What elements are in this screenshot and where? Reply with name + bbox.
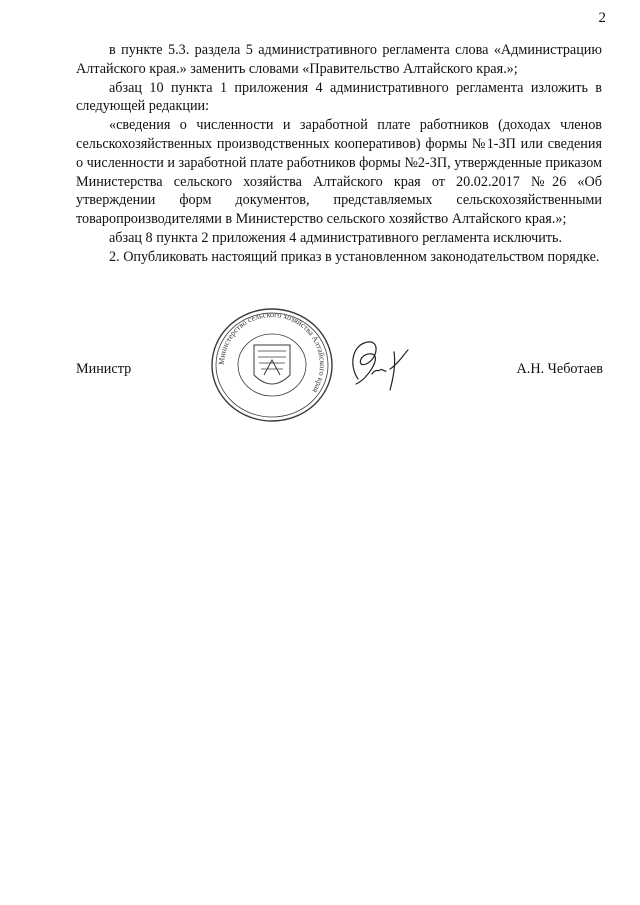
- page-number: 2: [598, 10, 606, 26]
- document-body: [76, 41, 602, 267]
- paragraph-2: абзац 10 пункта 1 приложения 4 административного регламента изложить в следующей редакции:: [76, 79, 602, 115]
- paragraph-1: в пункте 5.3. раздела 5 административного регламента слова «Администрацию Алтайского края.» заменить словами «Правительство Алтайского края.»;: [76, 42, 602, 77]
- signature-image: [338, 334, 418, 394]
- seal-text: Министерство сельского хозяйства Алтайского края: [216, 309, 328, 395]
- paragraph-5: 2. Опубликовать настоящий приказ в установленном законодательством порядке.: [109, 248, 600, 265]
- signatory-title: Министр: [76, 361, 132, 377]
- paragraph-3: «сведения о численности и заработной плате работников (доходах членов сельскохозяйственных производственных кооперативов) формы №1-ЗП или сведения о численности и заработной плате работников формы №2-ЗП, утвержденные приказом Министерства сельского хозяйства Алтайского края от 20.02.2017 №26 «Об утверждении форм документов, представляемых сельскохозяйственными товаропроизводителями в Министерство сельского хозяйство Алтайского края.»;: [76, 117, 602, 228]
- official-seal: [204, 305, 340, 425]
- paragraph-4: абзац 8 пункта 2 приложения 4 административного регламента исключить.: [109, 229, 563, 246]
- signatory-name: А.Н. Чеботаев: [516, 361, 603, 377]
